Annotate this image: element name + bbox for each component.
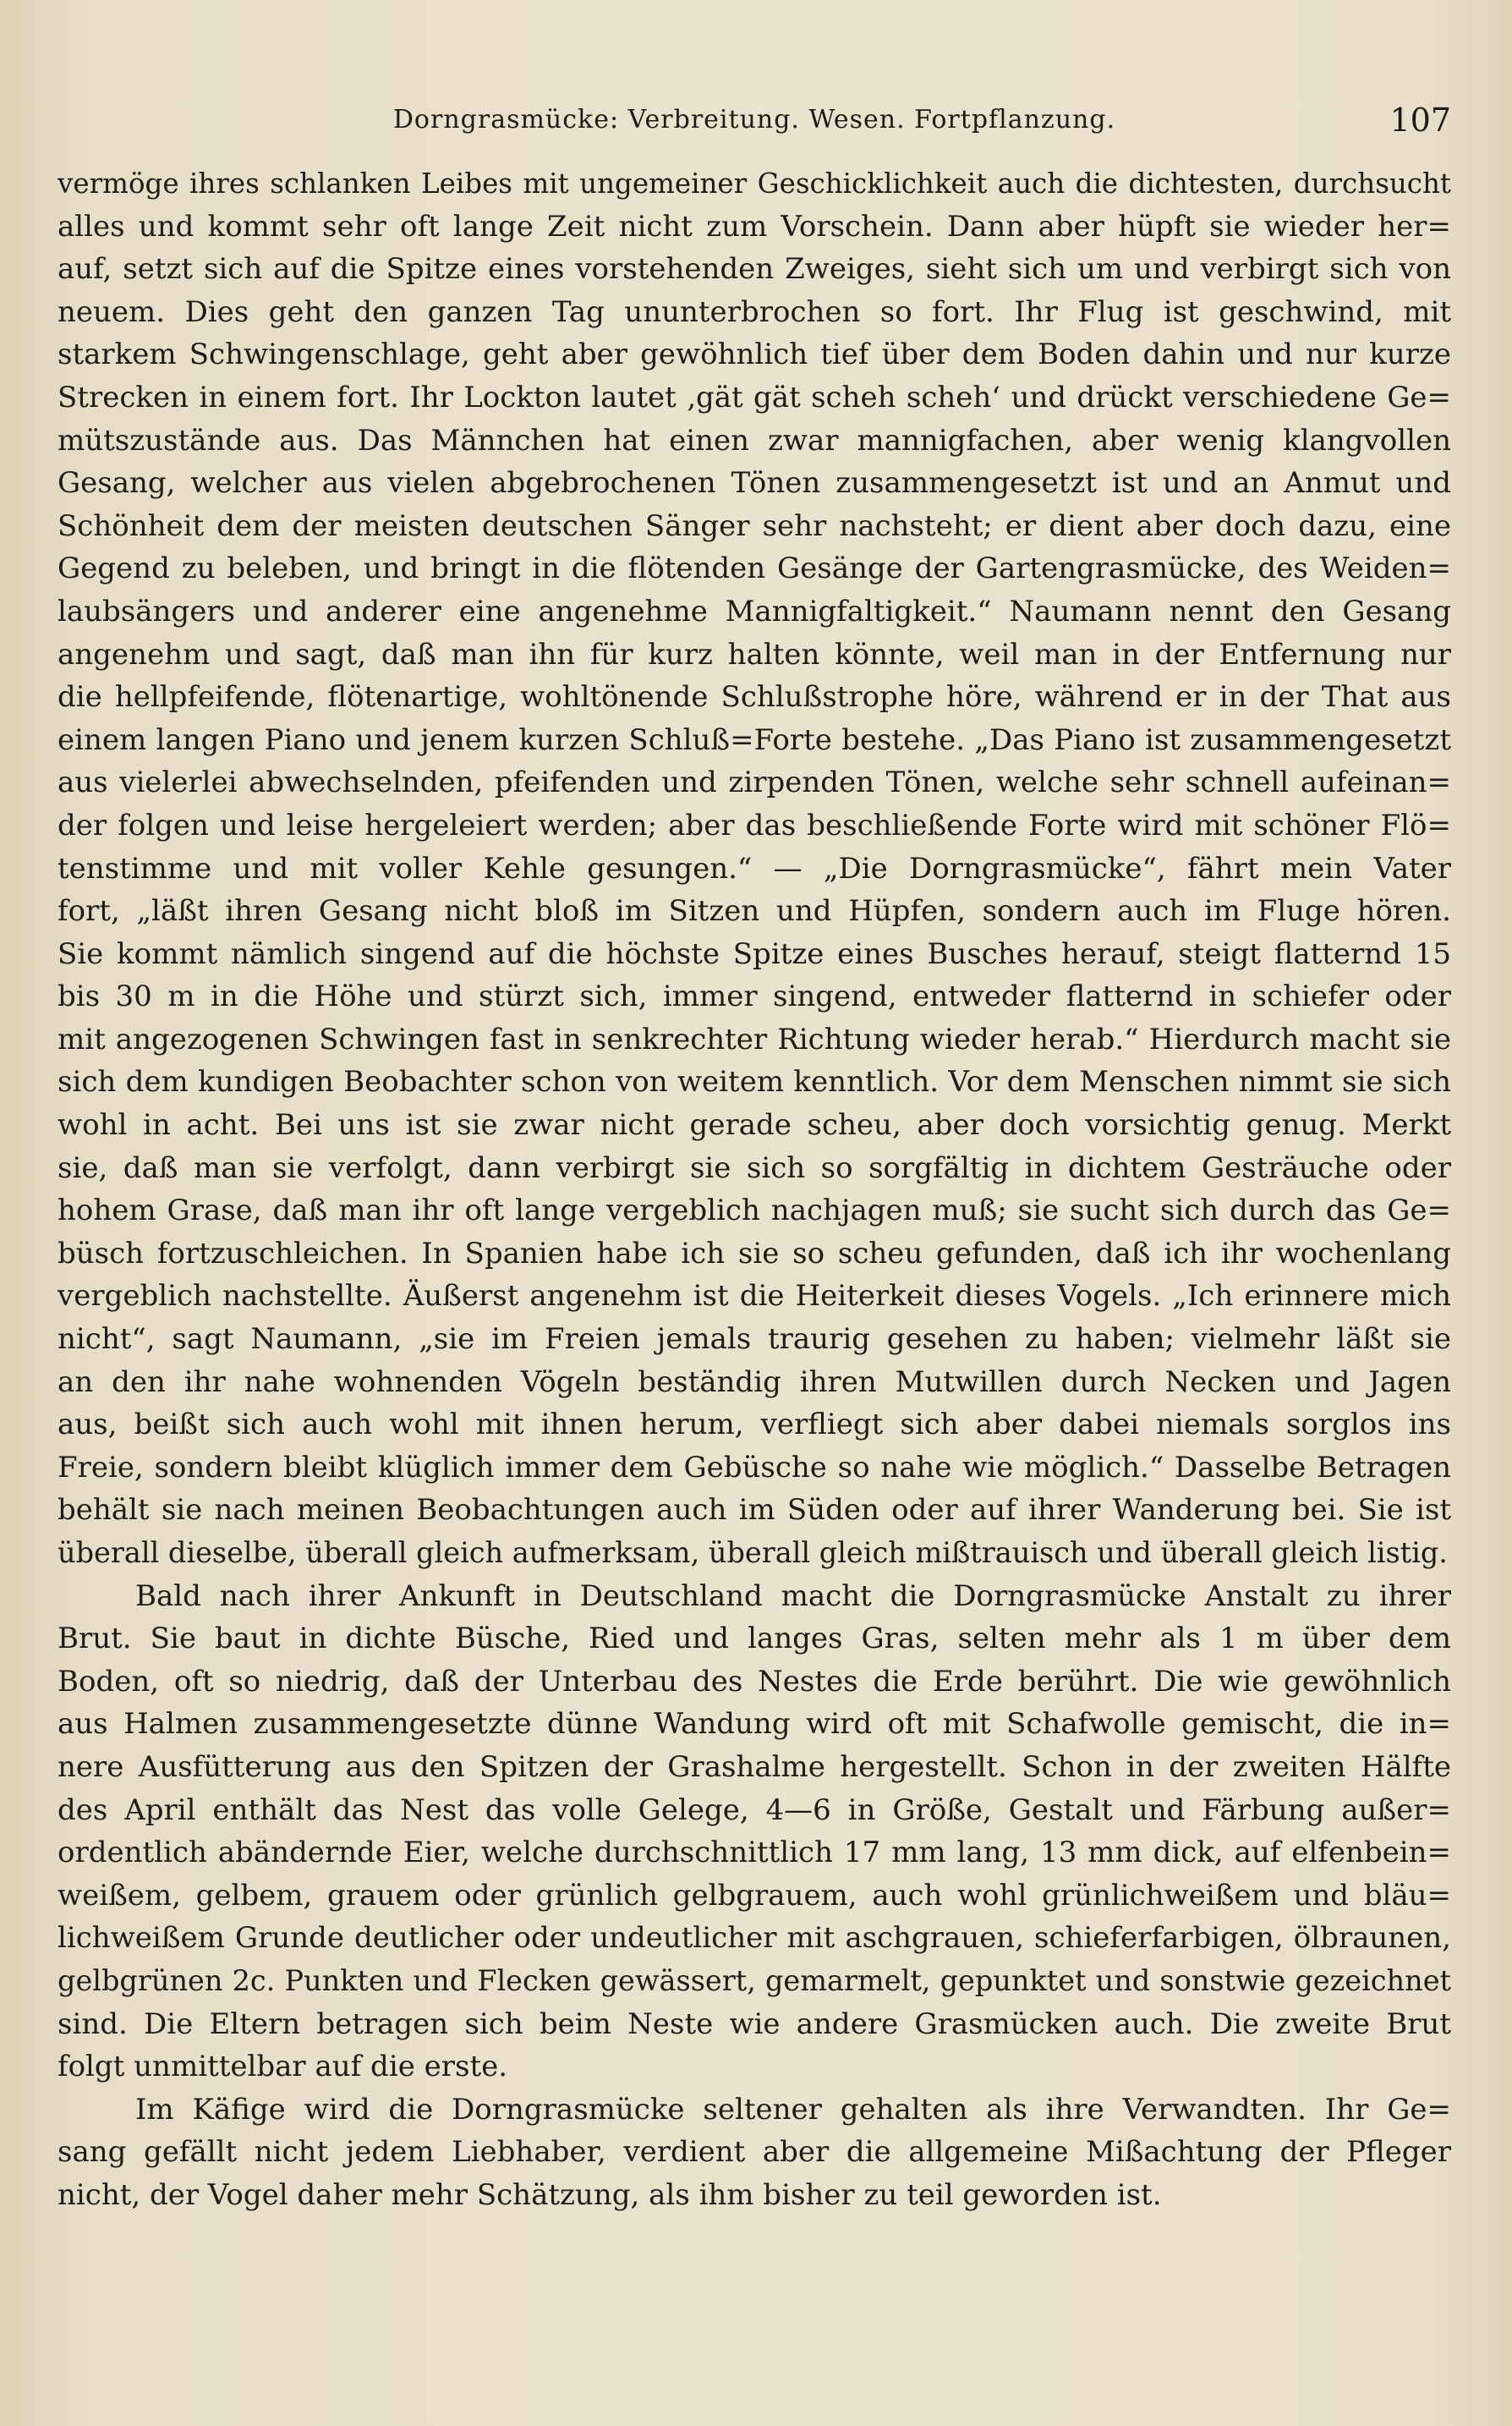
text-line: fort, „läßt ihren Gesang nicht bloß im Sitzen und Hüpfen, sondern auch im Fluge hören. [58,894,1451,929]
text-line: tenstimme und mit voller Kehle gesungen.“ — „Die Dorngrasmücke“, fährt mein Vater [58,851,1451,886]
text-line: behält sie nach meinen Beobachtungen auch im Süden oder auf ihrer Wanderung bei. Sie ist [58,1493,1451,1528]
text-line: sind. Die Eltern betragen sich beim Neste wie andere Grasmücken auch. Die zweite Brut [58,2006,1451,2041]
text-line: überall dieselbe, überall gleich aufmerksam, überall gleich mißtrauisch und überall gleich listig. [58,1536,1448,1569]
text-line: aus, beißt sich auch wohl mit ihnen herum, verfliegt sich aber dabei niemals sorglos ins [58,1408,1451,1442]
text-line: sang gefällt nicht jedem Liebhaber, verdient aber die allgemeine Mißachtung der Pfleger [58,2135,1451,2170]
text-line: vermöge ihres schlanken Leibes mit ungemeiner Geschicklichkeit auch die dichtesten, durchsucht [58,167,1451,200]
text-line: folgt unmittelbar auf die erste. [58,2050,508,2084]
text-line: aus Halmen zusammengesetzte dünne Wandung wird oft mit Schafwolle gemischt, die in= [58,1707,1451,1742]
paragraph [58,162,1451,1575]
text-line: Schönheit dem der meisten deutschen Sänger sehr nachsteht; er dient aber doch dazu, eine [58,508,1451,543]
paragraph [58,2088,1451,2217]
text-line: sich dem kundigen Beobachter schon von weitem kenntlich. Vor dem Menschen nimmt sie sich [58,1065,1451,1100]
text-line: laubsängers und anderer eine angenehme Mannigfaltigkeit.“ Naumann nennt den Gesang [58,594,1451,628]
text-line: Im Käfige wird die Dorngrasmücke seltener gehalten als ihre Verwandten. Ihr Ge= [135,2092,1451,2127]
text-line: einem langen Piano und jenem kurzen Schluß=Forte bestehe. „Das Piano ist zusammengesetzt [58,722,1451,757]
running-head [58,95,1451,145]
paragraph [58,1575,1451,2088]
text-line: hohem Grase, daß man ihr oft lange vergeblich nachjagen muß; sie sucht sich durch das Ge= [58,1194,1451,1228]
text-line: starkem Schwingenschlage, geht aber gewöhnlich tief über dem Boden dahin und nur kurze [58,338,1451,372]
page-number: 107 [1389,102,1451,139]
text-line: auf, setzt sich auf die Spitze eines vorstehenden Zweiges, sieht sich um und verbirgt sich von [58,252,1451,287]
body-text [58,162,1451,2217]
text-line: ordentlich abändernde Eier, welche durchschnittlich 17 mm lang, 13 mm dick, auf elfenbein= [58,1836,1451,1870]
text-line: Gesang, welcher aus vielen abgebrochenen Tönen zusammengesetzt ist und an Anmut und [58,466,1451,501]
text-line: büsch fortzuschleichen. In Spanien habe ich sie so scheu gefunden, daß ich ihr wochenlang [58,1236,1451,1271]
text-line: Boden, oft so niedrig, daß der Unterbau des Nestes die Erde berührt. Die wie gewöhnlich [58,1664,1451,1699]
running-title: Dorngrasmücke: Verbreitung. Wesen. Fortpflanzung. [392,105,1116,134]
text-line: der folgen und leise hergeleiert werden; aber das beschließende Forte wird mit schöner Flö= [58,808,1451,843]
text-line: Strecken in einem fort. Ihr Lockton lautet ‚gät gät scheh scheh‘ und drückt verschiedene Ge= [58,380,1451,414]
text-line: Gegend zu beleben, und bringt in die flötenden Gesänge der Gartengrasmücke, des Weiden= [58,552,1451,586]
text-line: sie, daß man sie verfolgt, dann verbirgt sie sich so sorgfältig in dichtem Gesträuche oder [58,1150,1451,1185]
text-line: vergeblich nachstellte. Äußerst angenehm ist die Heiterkeit dieses Vogels. „Ich erinnere mich [58,1279,1451,1314]
text-line: Brut. Sie baut in dichte Büsche, Ried und langes Gras, selten mehr als 1 m über dem [58,1622,1451,1656]
text-line: wohl in acht. Bei uns ist sie zwar nicht gerade scheu, aber doch vorsichtig genug. Merkt [58,1108,1451,1143]
text-line: nicht“, sagt Naumann, „sie im Freien jemals traurig gesehen zu haben; vielmehr läßt sie [58,1322,1451,1357]
text-line: des April enthält das Nest das volle Gelege, 4—6 in Größe, Gestalt und Färbung außer= [58,1792,1451,1827]
text-line: angenehm und sagt, daß man ihn für kurz halten könnte, weil man in der Entfernung nur [58,637,1451,672]
text-line: Freie, sondern bleibt klüglich immer dem Gebüsche so nahe wie möglich.“ Dasselbe Betragen [58,1450,1451,1485]
text-line: weißem, gelbem, grauem oder grünlich gelbgrauem, auch wohl grünlichweißem und bläu= [58,1878,1451,1913]
text-line: nere Ausfütterung aus den Spitzen der Grashalme hergestellt. Schon in der zweiten Hälfte [58,1749,1451,1784]
text-line: die hellpfeifende, flötenartige, wohltönende Schlußstrophe höre, während er in der That aus [58,680,1451,715]
text-line: gelbgrünen 2c. Punkten und Flecken gewässert, gemarmelt, gepunktet und sonstwie gezeichnet [58,1963,1451,1997]
text-line: mit angezogenen Schwingen fast in senkrechter Richtung wieder herab.“ Hierdurch macht sie [58,1022,1451,1057]
text-line: nicht, der Vogel daher mehr Schätzung, als ihm bisher zu teil geworden ist. [58,2177,1162,2212]
text-line: alles und kommt sehr oft lange Zeit nicht zum Vorschein. Dann aber hüpft sie wieder her= [58,209,1451,244]
text-line: neuem. Dies geht den ganzen Tag ununterbrochen so fort. Ihr Flug ist geschwind, mit [58,294,1451,329]
text-line: mütszustände aus. Das Männchen hat einen zwar mannigfachen, aber wenig klangvollen [58,423,1451,458]
text-line: an den ihr nahe wohnenden Vögeln beständig ihren Mutwillen durch Necken und Jagen [58,1364,1451,1399]
text-line: lichweißem Grunde deutlicher oder undeutlicher mit aschgrauen, schieferfarbigen, ölbraunen, [58,1921,1451,1956]
text-line: bis 30 m in die Höhe und stürzt sich, immer singend, entweder flatternd in schiefer oder [58,980,1451,1014]
text-line: Sie kommt nämlich singend auf die höchste Spitze eines Busches herauf, steigt flatternd 15 [58,936,1451,971]
text-line: aus vielerlei abwechselnden, pfeifenden und zirpenden Tönen, welche sehr schnell aufeinan= [58,766,1451,800]
text-line: Bald nach ihrer Ankunft in Deutschland macht die Dorngrasmücke Anstalt zu ihrer [135,1578,1451,1613]
